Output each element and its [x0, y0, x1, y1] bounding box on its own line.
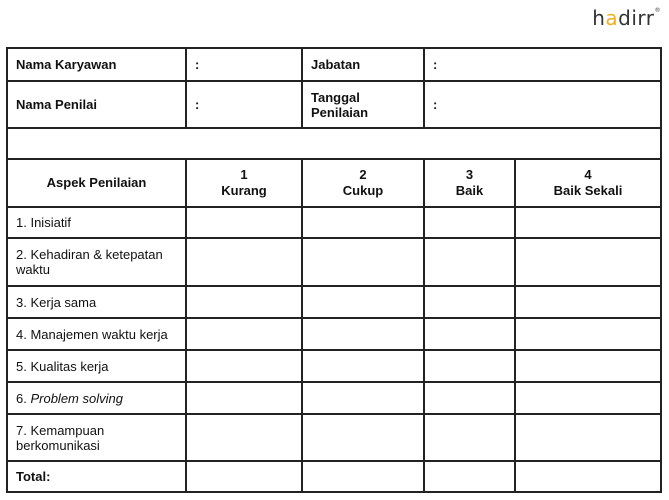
score-cell[interactable] — [302, 207, 424, 238]
score-header-2 — [302, 159, 424, 207]
aspect-row — [7, 286, 661, 318]
score-cell[interactable] — [302, 318, 424, 350]
total-cell[interactable] — [186, 461, 302, 492]
score-header-row — [7, 159, 661, 207]
spacer-cell — [7, 128, 661, 159]
score-cell[interactable] — [302, 238, 424, 286]
score-num-1: 1 — [240, 167, 248, 182]
jabatan-value[interactable]: : — [424, 48, 661, 81]
total-label: Total: — [7, 461, 186, 492]
score-cell[interactable] — [424, 286, 515, 318]
score-num-2: 2 — [359, 167, 367, 182]
score-cell[interactable] — [186, 286, 302, 318]
aspect-row — [7, 318, 661, 350]
score-label-4: Baik Sekali — [553, 183, 623, 198]
nama-karyawan-value[interactable]: : — [186, 48, 302, 81]
score-cell[interactable] — [515, 382, 661, 414]
aspect-row — [7, 238, 661, 286]
aspect-row — [7, 382, 661, 414]
score-cell[interactable] — [424, 318, 515, 350]
nama-penilai-label: Nama Penilai — [7, 81, 186, 128]
score-header-1 — [186, 159, 302, 207]
score-cell[interactable] — [186, 238, 302, 286]
score-num-3: 3 — [465, 167, 474, 182]
score-cell[interactable] — [186, 414, 302, 461]
score-cell[interactable] — [515, 207, 661, 238]
total-cell[interactable] — [515, 461, 661, 492]
score-header-3 — [424, 159, 515, 207]
spacer-row — [7, 128, 661, 159]
score-cell[interactable] — [424, 238, 515, 286]
score-cell[interactable] — [515, 350, 661, 382]
score-cell[interactable] — [186, 350, 302, 382]
nama-karyawan-label: Nama Karyawan — [7, 48, 186, 81]
score-cell[interactable] — [515, 414, 661, 461]
score-cell[interactable] — [515, 286, 661, 318]
score-label-3: Baik — [455, 183, 484, 198]
aspect-row — [7, 207, 661, 238]
score-cell[interactable] — [186, 382, 302, 414]
score-cell[interactable] — [424, 414, 515, 461]
info-row-employee — [7, 48, 661, 81]
score-cell[interactable] — [515, 238, 661, 286]
score-label-2: Cukup — [342, 183, 384, 198]
aspect-row — [7, 350, 661, 382]
tanggal-penilaian-label: Tanggal Penilaian — [302, 81, 424, 128]
score-cell[interactable] — [424, 207, 515, 238]
aspect-label: 1. Inisiatif — [7, 207, 186, 238]
score-label-1: Kurang — [221, 183, 267, 198]
total-cell[interactable] — [302, 461, 424, 492]
info-row-assessor — [7, 81, 661, 128]
score-cell[interactable] — [302, 350, 424, 382]
performance-appraisal-form — [6, 47, 662, 493]
aspect-label: 3. Kerja sama — [7, 286, 186, 318]
aspect-label: 2. Kehadiran & ketepatan waktu — [7, 238, 186, 286]
registered-mark: ® — [654, 7, 661, 14]
score-cell[interactable] — [186, 207, 302, 238]
score-cell[interactable] — [302, 286, 424, 318]
score-cell[interactable] — [424, 350, 515, 382]
aspect-label: 7. Kemampuan berkomunikasi — [7, 414, 186, 461]
aspect-label: 4. Manajemen waktu kerja — [7, 318, 186, 350]
total-cell[interactable] — [424, 461, 515, 492]
score-cell[interactable] — [515, 318, 661, 350]
tanggal-penilaian-value[interactable]: : — [424, 81, 661, 128]
aspek-penilaian-header: Aspek Penilaian — [7, 159, 186, 207]
total-row — [7, 461, 661, 492]
score-cell[interactable] — [186, 318, 302, 350]
nama-penilai-value[interactable]: : — [186, 81, 302, 128]
score-cell[interactable] — [424, 382, 515, 414]
aspect-label: 5. Kualitas kerja — [7, 350, 186, 382]
score-header-4 — [515, 159, 661, 207]
aspect-row — [7, 414, 661, 461]
score-cell[interactable] — [302, 382, 424, 414]
hadirr-logo: hadirr® — [592, 6, 661, 30]
jabatan-label: Jabatan — [302, 48, 424, 81]
score-num-4: 4 — [584, 167, 592, 182]
score-cell[interactable] — [302, 414, 424, 461]
aspect-label: 6. Problem solving — [7, 382, 186, 414]
